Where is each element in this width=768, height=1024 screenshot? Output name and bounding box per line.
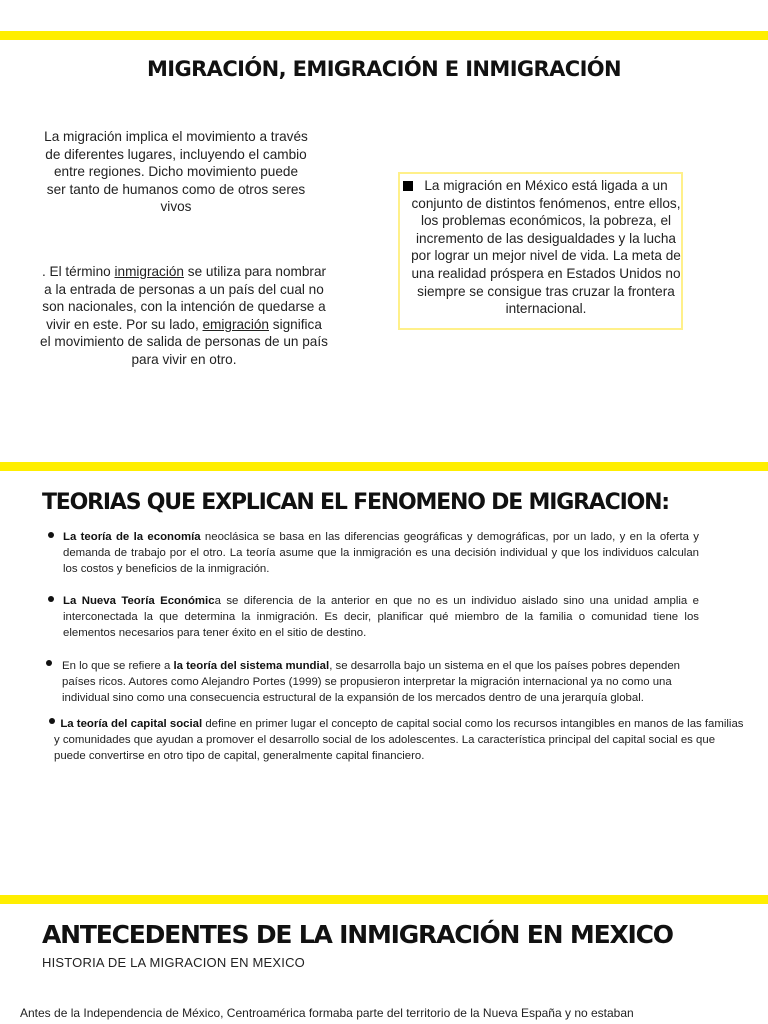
theory-item-social-capital — [54, 716, 744, 764]
term-immigration: inmigración — [114, 264, 184, 279]
bullet-dot-icon — [48, 596, 54, 602]
section3-body: Antes de la Independencia de México, Centroamérica formaba parte del territorio de la Nueva España y no estaban — [20, 1006, 634, 1020]
bottom-accent-bar — [0, 895, 768, 904]
section3-subtitle: HISTORIA DE LA MIGRACION EN MEXICO — [42, 955, 305, 970]
para2-pre: . El término — [41, 264, 115, 279]
para2-mid: se utiliza para nombrar a la entrada de personas a un país del cual no son nacionales, con la intención de quedarse a vivir en este. Por su lado, — [42, 264, 327, 332]
theory-name: la teoría del sistema mundial — [173, 660, 330, 672]
theory-pre: En lo que se refiere a — [62, 660, 174, 672]
mexico-migration-paragraph: La migración en México está ligada a un conjunto de distintos fenómenos, entre ellos, los problemas económicos, la pobreza, el incremento de las desigualdades y la lucha por lograr un mejor nivel de vida. La meta de una realidad próspera en Estados Unidos no siempre se consigue tras cruzar la frontera internacional. — [411, 178, 681, 317]
theory-text: a se diferencia de la anterior en que no es un individuo aislado sino una unidad amplia e interconectada la que determina la inmigración. Es decir, planificar qué miembro de la familia o comunidad tiene los elementos necesarios para tener éxito en el sitio de destino. — [63, 595, 699, 639]
migration-definition-paragraph: La migración implica el movimiento a través de diferentes lugares, incluyendo el cambio entre regiones. Dicho movimiento puede ser tanto de humanos como de otros seres vivos — [44, 129, 308, 215]
theory-text-line3: individual sino como una consecuencia estructural de la expansión de los mercados dentro de una jerarquía global. — [62, 692, 644, 704]
middle-accent-bar — [0, 462, 768, 471]
para2-post: significa el movimiento de salida de personas de un país para vivir en otro. — [40, 316, 328, 367]
top-accent-bar — [0, 31, 768, 40]
theory-text-line2: países ricos. Autores como Alejandro Portes (1999) se propusieron interpretar la migración internacional ya no como una — [62, 676, 672, 688]
theory-name: La Nueva Teoría Económic — [63, 595, 215, 607]
theory-item-world-system — [62, 658, 768, 706]
section2-title: TEORIAS QUE EXPLICAN EL FENOMENO DE MIGRACION: — [42, 490, 669, 515]
theory-item-economy — [63, 529, 699, 577]
theory-item-new-economy — [63, 593, 699, 641]
section1-title: MIGRACIÓN, EMIGRACIÓN E INMIGRACIÓN — [146, 57, 622, 81]
theory-text: , se desarrolla bajo un sistema en el que los países pobres dependen — [329, 660, 680, 672]
immigration-emigration-paragraph — [40, 263, 328, 369]
section3-title: ANTECEDENTES DE LA INMIGRACIÓN EN MEXICO — [42, 920, 673, 949]
theory-name: La teoría del capital social — [60, 718, 203, 730]
bullet-dot-icon — [48, 532, 54, 538]
theory-text: neoclásica se basa en las diferencias geográficas y demográficas, por un lado, y en la oferta y demanda de trabajo por el otro. La teoría asume que la inmigración es una decisión individual y que los individuos calculan los costos y beneficios de la inmigración. — [63, 531, 699, 575]
theory-name: La teoría de la economía — [63, 531, 201, 543]
theory-text: define en primer lugar el concepto de capital social como los recursos intangibles en manos de las familias y comunidades que ayudan a promover el desarrollo social de los adolescentes. La característica principal del capital social es que puede convertirse en otro tipo de capital, generalmente capital financiero. — [54, 718, 744, 762]
term-emigration: emigración — [202, 316, 269, 332]
bullet-dot-icon — [46, 660, 52, 666]
